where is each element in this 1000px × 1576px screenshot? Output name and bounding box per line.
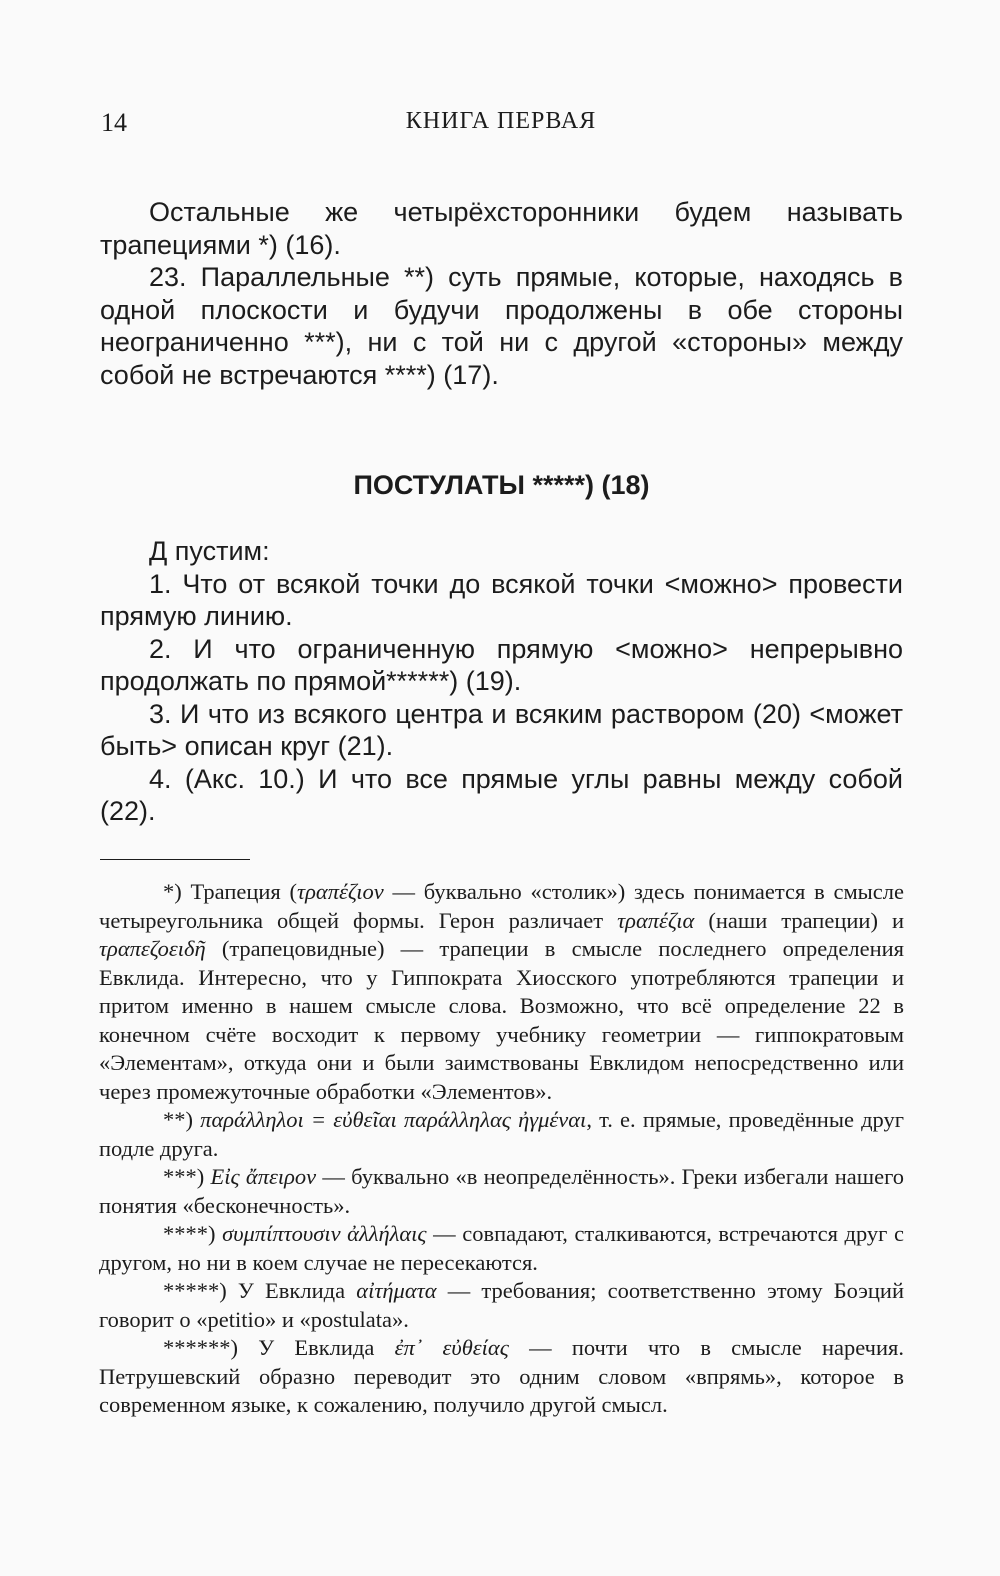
page-header [101,108,901,144]
definition-paragraph: Остальные же четырёхсторонники будем называть трапециями *) (16). [100,197,903,260]
postulates-list [100,535,903,828]
footnote-2: **) παράλληλοι = εὐθεῖαι παράλληλας ἠγμέναι, т. е. прямые, проведённые друг подле друга. [99,1107,904,1161]
postulate-2: 2. И что ограниченную прямую <можно> непрерывно продолжать по прямой******) (19). [100,633,903,696]
postulates-intro: Д пустим: [149,536,270,566]
footnote-6: ******) У Евклида ἐπ᾽ εὐθείας — почти что в смысле наречия. Петрушевский образно переводит это одним словом «впрямь», которое в современном языке, к сожалению, получило другой смысл. [99,1335,904,1417]
footnote-divider [100,859,250,860]
footnote-3: ***) Εἰς ἄπειρον — буквально «в неопределённость». Греки избегали нашего понятия «бесконечность». [99,1164,904,1218]
page-number: 14 [101,108,127,137]
footnote-4: ****) συμπίπτουσιν ἀλλήλαις — совпадают, сталкиваются, встречаются друг с другом, но ни в коем случае не пересекаются. [99,1221,904,1275]
section-heading: ПОСТУЛАТЫ *****) (18) [353,470,650,500]
running-title: КНИГА ПЕРВАЯ [405,108,597,134]
definition-23: 23. Параллельные **) суть прямые, которые, находясь в одной плоскости и будучи продолжены в обе стороны неограниченно ***), ни с той ни с другой «стороны» между собой не встречаются ****) (17). [100,262,903,390]
definitions-section [100,196,903,391]
postulate-4: 4. (Акс. 10.) И что все прямые углы равны между собой (22). [100,763,903,826]
footnote-5: *****) У Евклида αἰτήματα — требования; соответственно этому Боэций говорит о «petitio» и «postulata». [99,1278,904,1332]
postulate-1: 1. Что от всякой точки до всякой точки <можно> провести прямую линию. [100,568,903,631]
footnote-1: *) Трапеция (τραπέζιον — буквально «столик») здесь понимается в смысле четыреугольника общей формы. Герон различает τραπέζια (наши трапеции) и τραπεζοειδῆ (трапецовидные) — трапеции в смысле последнего определения Евклида. Интересно, что у Гиппократа Хиосского употребляются трапеции и притом именно в нашем смысле слова. Возможно, что всё определение 22 в конечном счёте восходит к первому учебнику геометрии — гиппократовым «Элементам», откуда они и были заимствованы Евклидом непосредственно или через промежуточные обработки «Элементов». [99,879,905,1104]
footnotes [99,878,904,1420]
postulate-3: 3. И что из всякого центра и всяким раствором (20) <может быть> описан круг (21). [100,698,903,761]
